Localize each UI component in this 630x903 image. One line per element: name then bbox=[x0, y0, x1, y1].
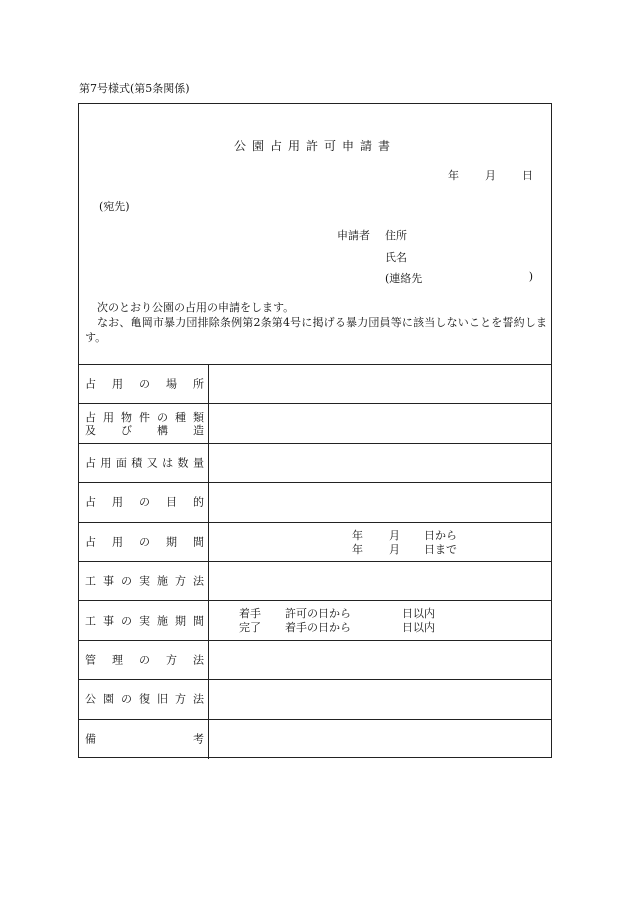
label-char: 用 bbox=[100, 456, 112, 470]
label-char: 面 bbox=[115, 456, 127, 470]
label-text bbox=[85, 411, 204, 424]
label-text bbox=[85, 733, 204, 746]
label-char: の bbox=[157, 410, 168, 424]
label-char: 類 bbox=[193, 410, 204, 424]
label-char: 占 bbox=[85, 410, 96, 424]
field-row-location bbox=[79, 365, 551, 404]
label-char: 事 bbox=[103, 614, 114, 628]
label-char: 方 bbox=[175, 692, 186, 706]
label-char: 考 bbox=[193, 732, 204, 746]
label-char: 用 bbox=[112, 495, 123, 509]
field-row-purpose bbox=[79, 483, 551, 522]
field-value-area[interactable] bbox=[209, 444, 551, 482]
label-char: び bbox=[121, 423, 132, 437]
label-char: の bbox=[139, 377, 150, 391]
label-char: 旧 bbox=[157, 692, 168, 706]
label-char: の bbox=[121, 574, 132, 588]
applicant-address[interactable]: 住所 bbox=[385, 229, 407, 242]
label-char: 物 bbox=[121, 410, 132, 424]
label-char: 施 bbox=[157, 574, 168, 588]
label-char: 復 bbox=[139, 692, 150, 706]
label-text bbox=[85, 378, 204, 391]
label-char: 占 bbox=[85, 535, 96, 549]
date-month: 月 bbox=[485, 169, 496, 182]
label-text bbox=[85, 456, 204, 469]
label-char: 所 bbox=[193, 377, 204, 391]
field-row-area bbox=[79, 444, 551, 483]
statement-line-1: 次のとおり公園の占用の申請をします。 bbox=[97, 301, 295, 314]
label-char: 造 bbox=[193, 423, 204, 437]
field-row-period bbox=[79, 523, 551, 562]
construction-start-label: 着手 bbox=[239, 607, 261, 621]
label-char: の bbox=[121, 692, 132, 706]
label-char: 種 bbox=[175, 410, 186, 424]
field-value-location[interactable] bbox=[209, 365, 551, 403]
field-value-period[interactable] bbox=[209, 523, 551, 561]
applicant-name[interactable]: 氏名 bbox=[385, 251, 407, 264]
label-char: は bbox=[162, 456, 174, 470]
date-day: 日 bbox=[522, 169, 533, 182]
label-char: 方 bbox=[166, 653, 177, 667]
label-char: 工 bbox=[85, 574, 96, 588]
addressee[interactable]: (宛先) bbox=[99, 200, 130, 213]
field-row-remarks bbox=[79, 720, 551, 759]
applicant-label: 申請者 bbox=[337, 229, 370, 242]
label-char: 実 bbox=[139, 574, 150, 588]
application-form bbox=[78, 103, 552, 758]
label-char: 施 bbox=[157, 614, 168, 628]
label-char: 的 bbox=[193, 495, 204, 509]
label-char: 事 bbox=[103, 574, 114, 588]
field-row-construction-method bbox=[79, 562, 551, 601]
label-text bbox=[85, 496, 204, 509]
period-from-suffix: 日から bbox=[424, 528, 457, 542]
construction-end-label: 完了 bbox=[239, 621, 261, 635]
label-char: 量 bbox=[192, 456, 204, 470]
field-label bbox=[79, 562, 209, 600]
label-char: 備 bbox=[85, 732, 96, 746]
field-label bbox=[79, 720, 209, 759]
label-text bbox=[85, 575, 204, 588]
field-label bbox=[79, 523, 209, 561]
field-row-construction-period bbox=[79, 601, 551, 640]
label-char: 及 bbox=[85, 423, 96, 437]
field-row-management bbox=[79, 641, 551, 680]
applicant-contact[interactable]: (連絡先 bbox=[385, 272, 423, 285]
label-char: 実 bbox=[139, 614, 150, 628]
date-year: 年 bbox=[448, 169, 459, 182]
label-char: 積 bbox=[131, 456, 143, 470]
label-char: 又 bbox=[146, 456, 158, 470]
field-label bbox=[79, 404, 209, 442]
label-char: 期 bbox=[166, 535, 177, 549]
label-char: 管 bbox=[85, 653, 96, 667]
field-value-restoration[interactable] bbox=[209, 680, 551, 718]
label-char: 場 bbox=[166, 377, 177, 391]
form-title: 公園占用許可申請書 bbox=[233, 139, 396, 153]
label-char: 園 bbox=[103, 692, 114, 706]
field-label bbox=[79, 483, 209, 521]
label-char: 期 bbox=[175, 614, 186, 628]
field-label bbox=[79, 365, 209, 403]
statement-line-2: なお、亀岡市暴力団排除条例第2条第4号に掲げる暴力団員等に該当しないことを誓約します。 bbox=[85, 316, 547, 344]
label-char: 間 bbox=[193, 614, 204, 628]
period-to-month: 月 bbox=[389, 542, 400, 556]
label-char: 工 bbox=[85, 614, 96, 628]
field-label bbox=[79, 444, 209, 482]
label-char: 間 bbox=[193, 535, 204, 549]
label-text bbox=[85, 693, 204, 706]
label-char: 数 bbox=[177, 456, 189, 470]
field-value-remarks[interactable] bbox=[209, 720, 551, 759]
field-row-object-type bbox=[79, 404, 551, 443]
period-from-year: 年 bbox=[352, 528, 363, 542]
field-row-restoration bbox=[79, 680, 551, 719]
application-date[interactable] bbox=[448, 167, 533, 183]
label-text bbox=[85, 653, 204, 666]
field-label bbox=[79, 680, 209, 718]
contact-close-paren: ) bbox=[528, 270, 533, 283]
label-text bbox=[85, 614, 204, 627]
label-char: の bbox=[139, 495, 150, 509]
construction-start-suffix: 日以内 bbox=[402, 607, 435, 621]
construction-start-text: 許可の日から bbox=[285, 607, 351, 621]
form-number: 第7号様式(第5条関係) bbox=[79, 82, 190, 95]
form-fields bbox=[79, 365, 551, 759]
label-char: 法 bbox=[193, 692, 204, 706]
field-label bbox=[79, 601, 209, 639]
field-label bbox=[79, 641, 209, 679]
construction-end-text: 着手の日から bbox=[285, 621, 351, 635]
label-char: の bbox=[121, 614, 132, 628]
label-char: 法 bbox=[193, 653, 204, 667]
label-char: 占 bbox=[85, 495, 96, 509]
label-char: 公 bbox=[85, 692, 96, 706]
label-text bbox=[85, 424, 204, 437]
label-char: 理 bbox=[112, 653, 123, 667]
label-char: 用 bbox=[103, 410, 114, 424]
field-value-construction-period[interactable] bbox=[209, 601, 551, 639]
label-text bbox=[85, 535, 204, 548]
label-char: 法 bbox=[193, 574, 204, 588]
label-char: 構 bbox=[157, 423, 168, 437]
label-char: 占 bbox=[85, 377, 96, 391]
form-header bbox=[79, 104, 551, 365]
label-char: 方 bbox=[175, 574, 186, 588]
field-value-construction-method[interactable] bbox=[209, 562, 551, 600]
period-to-year: 年 bbox=[352, 542, 363, 556]
period-to-suffix: 日まで bbox=[424, 542, 457, 556]
statement bbox=[85, 300, 547, 345]
label-char: 占 bbox=[85, 456, 96, 470]
field-value-purpose[interactable] bbox=[209, 483, 551, 521]
construction-end-suffix: 日以内 bbox=[402, 621, 435, 635]
label-char: 件 bbox=[139, 410, 150, 424]
label-char: の bbox=[139, 653, 150, 667]
field-value-management[interactable] bbox=[209, 641, 551, 679]
label-char: 用 bbox=[112, 535, 123, 549]
label-char: 用 bbox=[112, 377, 123, 391]
period-from-month: 月 bbox=[389, 528, 400, 542]
field-value-object-type[interactable] bbox=[209, 404, 551, 442]
label-char: 目 bbox=[166, 495, 177, 509]
label-char: の bbox=[139, 535, 150, 549]
